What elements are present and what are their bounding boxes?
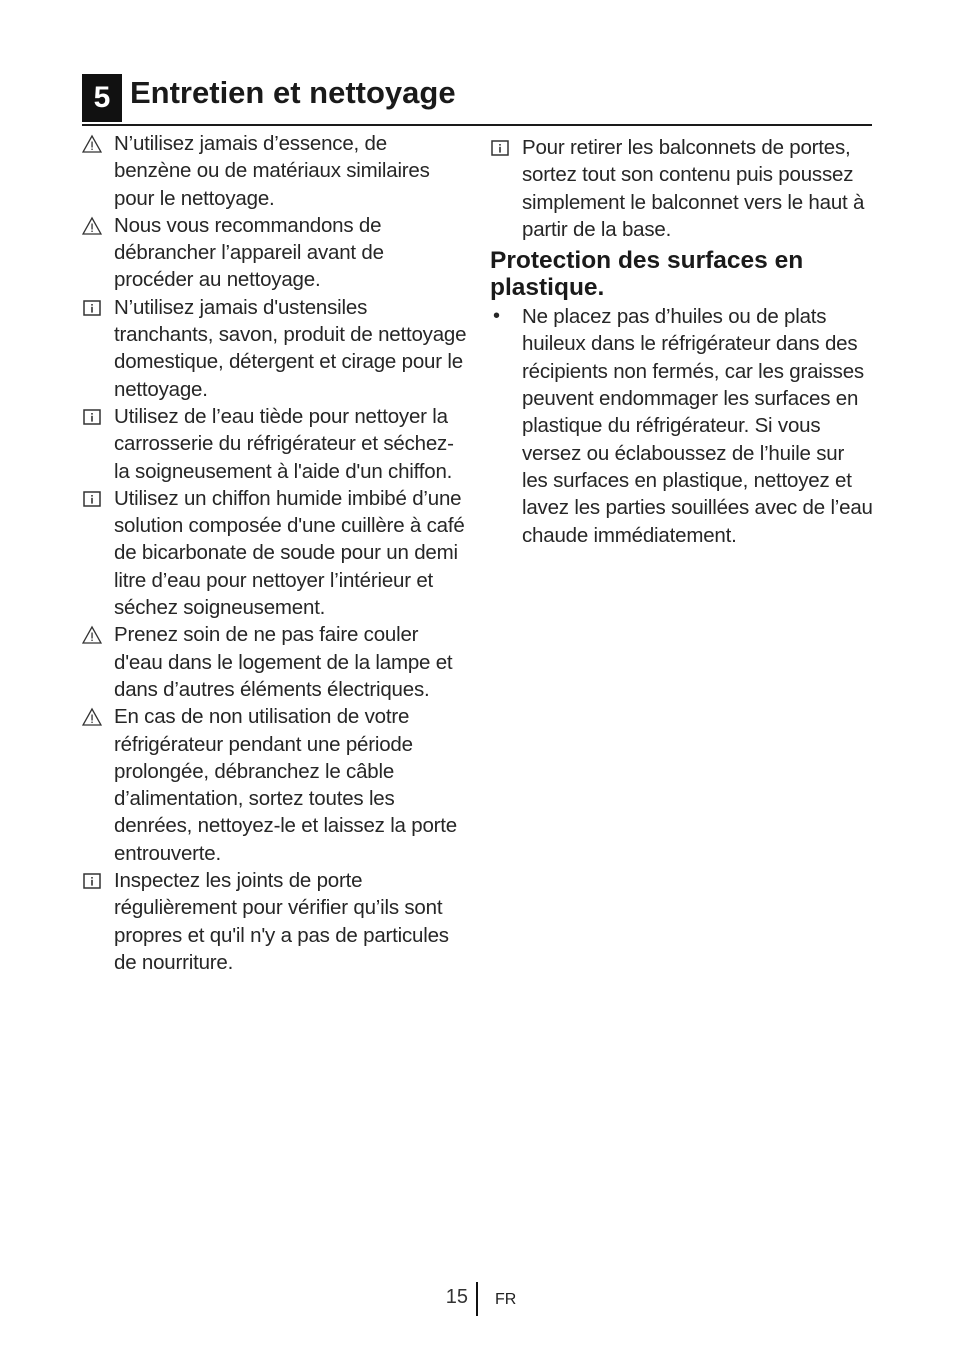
item-text: Nous vous recommandons de débrancher l’appareil avant de procéder au nettoyage. (114, 213, 384, 292)
language-code: FR (495, 1291, 517, 1308)
right-column (490, 130, 874, 549)
page-number: 15 (445, 1286, 468, 1308)
list-item (82, 485, 468, 621)
section-title: Entretien et nettoyage (130, 75, 456, 110)
info-icon (82, 871, 102, 891)
bullet-item (490, 303, 874, 549)
warning-icon (82, 625, 102, 645)
list-item (82, 703, 468, 867)
list-item (82, 130, 468, 212)
item-text: N’utilisez jamais d’essence, de benzène ou de matériaux similaires pour le nettoyage. (114, 132, 430, 210)
section-header (82, 72, 872, 126)
warning-icon (82, 216, 102, 236)
warning-icon (82, 134, 102, 154)
list-item (82, 212, 468, 294)
info-icon (82, 489, 102, 509)
item-text: N’utilisez jamais d'ustensiles tranchants, savon, produit de nettoyage domestique, détergent et cirage pour le nettoyage. (114, 295, 467, 401)
footer-divider (476, 1282, 478, 1316)
info-icon (82, 298, 102, 318)
list-item (490, 134, 874, 243)
list-item (82, 621, 468, 703)
item-text: Prenez soin de ne pas faire couler d'eau dans le logement de la lampe et dans d’autres éléments électriques. (114, 623, 453, 701)
list-item (82, 294, 468, 403)
item-text: Ne placez pas d’huiles ou de plats huileux dans le réfrigérateur dans des récipients non fermés, car les graisses peuvent endommager les surfaces en plastique du réfrigérateur. Si vous versez ou éclaboussez de l’huile sur les surfaces en plastique, nettoyez et lavez les parties souillées avec de l’eau chaude immédiatement. (522, 305, 873, 547)
item-text: Pour retirer les balconnets de portes, sortez tout son contenu puis poussez simplement le balconnet vers le haut à partir de la base. (522, 136, 865, 241)
warning-icon (82, 707, 102, 727)
subsection-heading: Protection des surfaces en plastique. (490, 247, 804, 302)
info-icon (82, 407, 102, 427)
info-icon (490, 138, 510, 158)
item-text: Utilisez de l’eau tiède pour nettoyer la carrosserie du réfrigérateur et séchez-la soigneusement à l'aide d'un chiffon. (114, 404, 454, 483)
item-text: Inspectez les joints de porte régulièrement pour vérifier qu’ils sont propres et qu'il n'y a pas de particules de nourriture. (114, 869, 449, 974)
section-number: 5 (82, 74, 122, 122)
left-column (82, 130, 468, 976)
item-text: Utilisez un chiffon humide imbibé d’une solution composée d'une cuillère à café de bicarbonate de soude pour un demi litre d’eau pour nettoyer l’intérieur et séchez soigneusement. (114, 486, 465, 620)
list-item (82, 867, 468, 976)
list-item (82, 403, 468, 485)
item-text: En cas de non utilisation de votre réfrigérateur pendant une période prolongée, débranchez le câble d’alimentation, sortez toutes les denrées, nettoyez-le et laissez la porte entrouverte. (114, 705, 457, 865)
bullet-symbol: • (493, 305, 500, 328)
